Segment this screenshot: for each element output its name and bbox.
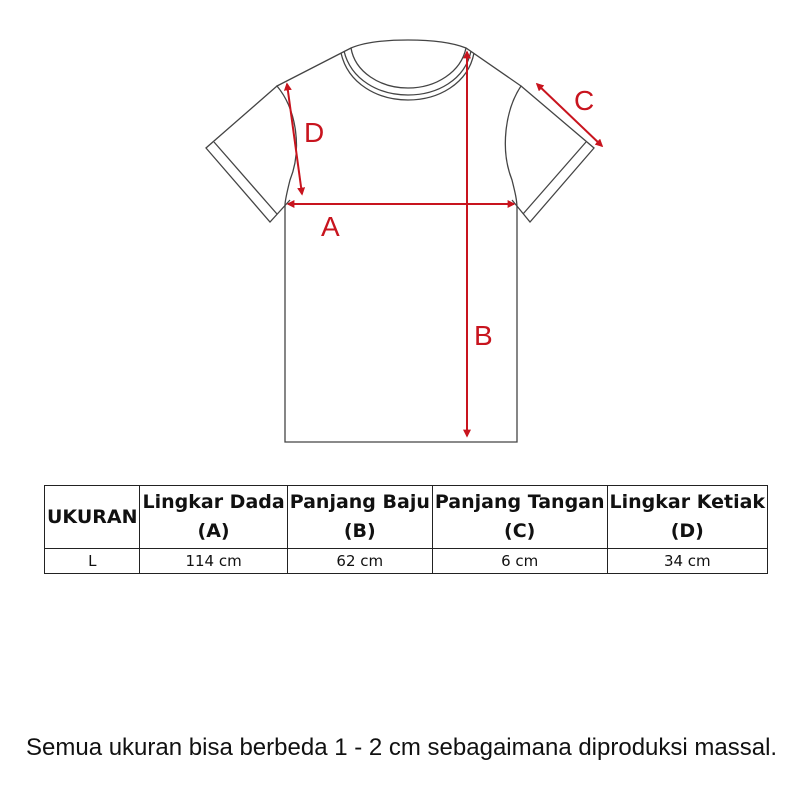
label-b: B xyxy=(474,320,493,351)
cell-length: 62 cm xyxy=(287,549,432,574)
cell-size: L xyxy=(45,549,140,574)
cell-chest: 114 cm xyxy=(140,549,287,574)
measure-d-arrow xyxy=(287,84,302,194)
label-a: A xyxy=(321,211,340,242)
tshirt-outline xyxy=(206,40,594,442)
header-ukuran: UKURAN xyxy=(45,486,140,549)
header-lingkar-ketiak: Lingkar Ketiak (D) xyxy=(607,486,768,549)
cell-armhole: 34 cm xyxy=(607,549,768,574)
label-c: C xyxy=(574,85,595,116)
size-chart-table xyxy=(44,485,768,574)
table-row xyxy=(45,549,768,574)
label-d: D xyxy=(304,117,325,148)
header-panjang-baju: Panjang Baju (B) xyxy=(287,486,432,549)
size-disclaimer-note: Semua ukuran bisa berbeda 1 - 2 cm sebagaimana diproduksi massal. xyxy=(26,734,778,761)
header-panjang-tangan: Panjang Tangan (C) xyxy=(432,486,607,549)
table-header-row xyxy=(45,486,768,549)
header-lingkar-dada: Lingkar Dada (A) xyxy=(140,486,287,549)
cell-sleeve: 6 cm xyxy=(432,549,607,574)
